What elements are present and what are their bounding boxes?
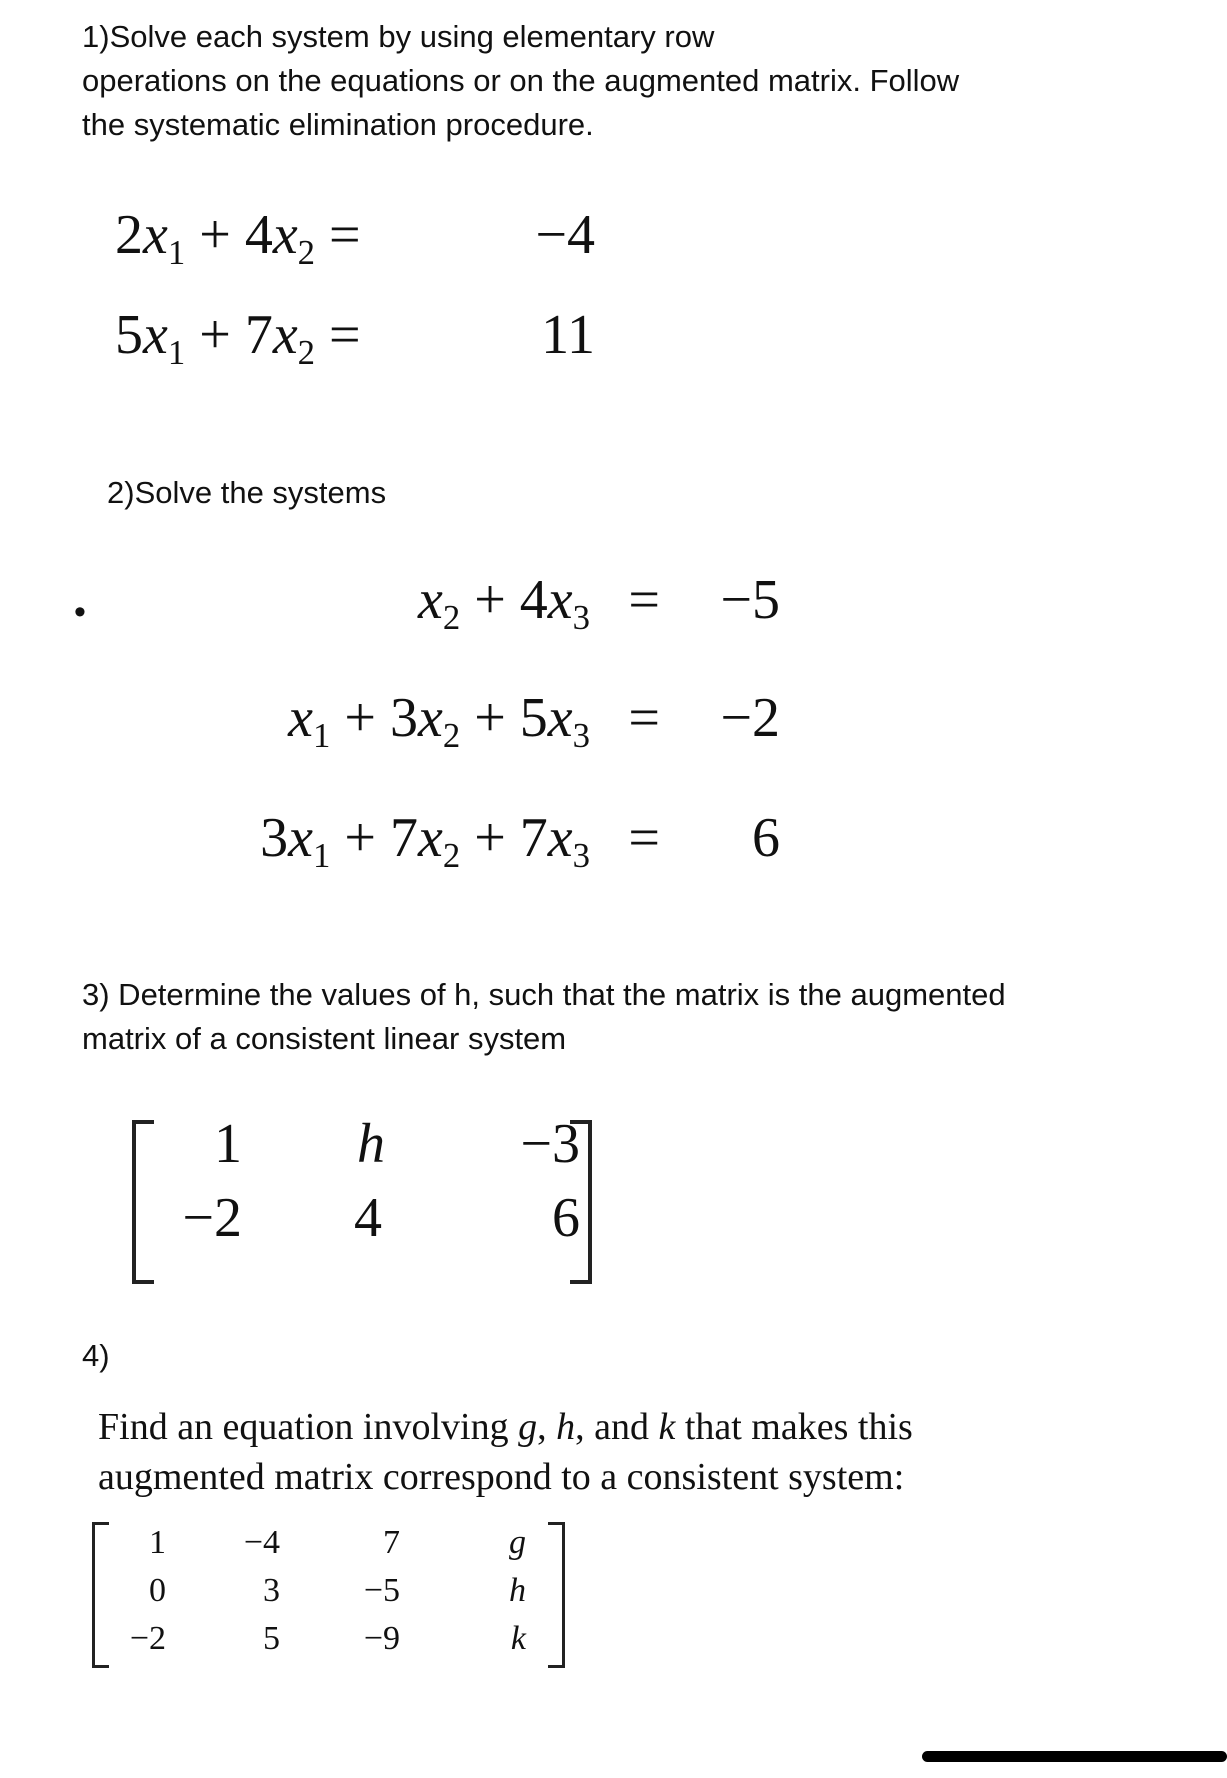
left-bracket — [92, 1522, 109, 1668]
matrix-cell: −5 — [363, 1572, 400, 1609]
matrix-cell: 0 — [149, 1572, 166, 1609]
matrix-cell: 3 — [263, 1572, 280, 1609]
q4-line: augmented matrix correspond to a consistent system: — [98, 1456, 905, 1498]
matrix-cell: 4 — [354, 1187, 382, 1249]
question-1-text — [82, 15, 1182, 147]
q1-line: operations on the equations or on the augmented matrix. Follow — [82, 63, 960, 98]
home-indicator[interactable] — [922, 1751, 1227, 1762]
rhs: −2 — [720, 687, 780, 749]
coef: 4 — [244, 204, 273, 266]
q2-equation-3: $3x_1 + 7x_2 + 7x_3$ = 6 — [260, 807, 780, 876]
rhs: 6 — [752, 807, 780, 869]
matrix-cell: −3 — [520, 1113, 580, 1175]
question-4-label: 4) — [82, 1338, 110, 1373]
matrix-cell: h — [509, 1572, 526, 1609]
question-2-title: 2)Solve the systems — [107, 475, 387, 510]
q3-matrix — [130, 1113, 600, 1278]
q1-equation-1: $2x_1 + 4x_2$ = −4 — [115, 204, 595, 273]
coef: 7 — [389, 807, 418, 869]
matrix-cell: −9 — [363, 1620, 400, 1657]
q1-line: the systematic elimination procedure. — [82, 107, 594, 142]
q4-matrix — [92, 1520, 562, 1666]
matrix-cell: g — [509, 1524, 526, 1561]
q2-equation-1: $x_2 + 4x_3$ = −5 — [417, 569, 780, 638]
coef: 7 — [519, 807, 548, 869]
matrix-cell: 1 — [214, 1113, 242, 1175]
rhs: −5 — [720, 569, 780, 631]
q4-line: Find an equation involving g, h, and k that makes this — [98, 1406, 913, 1448]
coef: 4 — [519, 569, 548, 631]
coef: 7 — [244, 304, 273, 366]
matrix-cell: 5 — [263, 1620, 280, 1657]
question-3-text — [82, 973, 1182, 1061]
matrix-cell: 6 — [552, 1187, 580, 1249]
q3-line: matrix of a consistent linear system — [82, 1021, 567, 1056]
coef: 5 — [519, 687, 548, 749]
q3-line: 3) Determine the values of h, such that the matrix is the augmented — [82, 977, 1006, 1012]
right-bracket — [548, 1522, 565, 1668]
matrix-cell: −4 — [243, 1524, 280, 1561]
matrix-cell: −2 — [129, 1620, 166, 1657]
q1-line: 1)Solve each system by using elementary row — [82, 19, 715, 54]
bullet: • — [74, 593, 86, 631]
matrix-cell: k — [510, 1620, 526, 1657]
coef: 3 — [389, 687, 418, 749]
matrix-cell: h — [357, 1113, 385, 1175]
rhs: 11 — [541, 304, 595, 366]
q1-equation-2: $5x_1 + 7x_2$ = 11 — [115, 304, 595, 373]
coef: 3 — [260, 807, 289, 869]
matrix-cell: 7 — [383, 1524, 400, 1561]
matrix-cell: 1 — [149, 1524, 166, 1561]
q2-equation-2: $x_1 + 3x_2 + 5x_3$ = −2 — [288, 687, 780, 756]
question-4-text — [98, 1402, 1068, 1502]
coef: 2 — [115, 204, 143, 266]
matrix-cell: −2 — [182, 1187, 242, 1249]
left-bracket — [132, 1120, 154, 1284]
rhs: −4 — [535, 204, 595, 266]
coef: 5 — [115, 304, 143, 366]
